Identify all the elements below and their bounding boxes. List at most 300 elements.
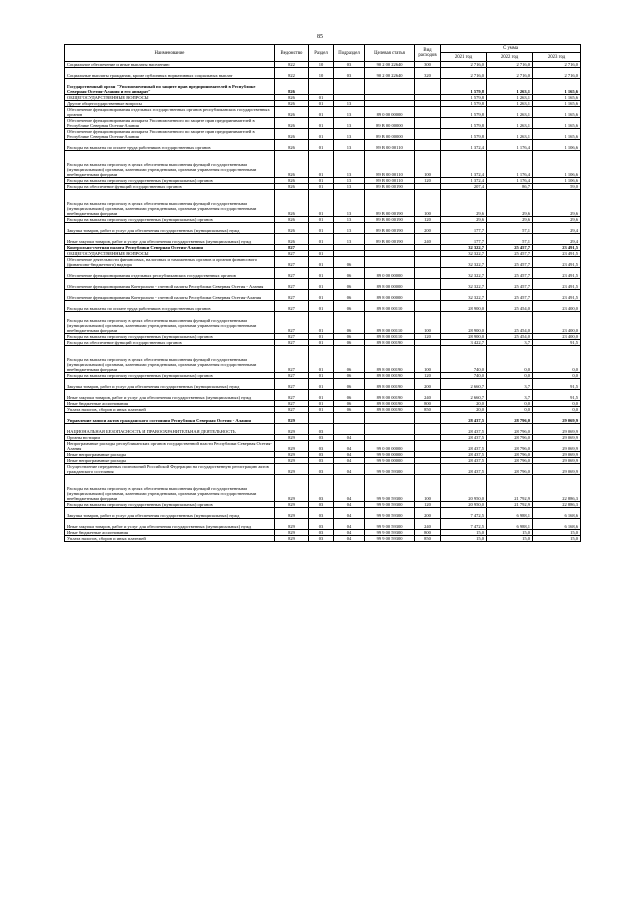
cell-exptype: 300 bbox=[415, 62, 441, 68]
cell-target: 89 8 00 00190 bbox=[365, 390, 415, 401]
cell-2022: 2 716,0 bbox=[487, 62, 533, 68]
cell-target: 89 8 00 00190 bbox=[365, 407, 415, 413]
cell-section: 01 bbox=[309, 151, 334, 178]
cell-target: 89 В 00 00110 bbox=[365, 151, 415, 178]
budget-table bbox=[64, 44, 581, 542]
cell-2021: 1 372,4 bbox=[441, 151, 487, 178]
cell-section bbox=[309, 413, 334, 424]
cell-name: Обеспечение деятельности финансовых, налоговых и таможенных органов и органов финансового (финансово-бюджетного) надзора bbox=[65, 257, 275, 268]
cell-name: ОБЩЕГОСУДАРСТВЕННЫЕ ВОПРОСЫ bbox=[65, 251, 275, 257]
cell-2023: 1 165,6 bbox=[533, 101, 581, 107]
cell-subsection: 13 bbox=[334, 190, 365, 217]
cell-section: 03 bbox=[309, 508, 334, 519]
cell-2021: 15,0 bbox=[441, 530, 487, 536]
cell-2021: 20,0 bbox=[441, 401, 487, 407]
cell-subsection: 06 bbox=[334, 373, 365, 379]
cell-subsection: 13 bbox=[334, 184, 365, 190]
cell-dept: 827 bbox=[275, 279, 309, 290]
cell-subsection: 04 bbox=[334, 441, 365, 452]
cell-section: 01 bbox=[309, 140, 334, 151]
cell-2022: 57,1 bbox=[487, 223, 533, 234]
table-row bbox=[65, 508, 581, 519]
cell-dept: 826 bbox=[275, 190, 309, 217]
cell-dept: 826 bbox=[275, 151, 309, 178]
cell-section bbox=[309, 79, 334, 95]
cell-2022: 1 263,1 bbox=[487, 101, 533, 107]
cell-section: 01 bbox=[309, 217, 334, 223]
cell-name: Иные бюджетные ассигнования bbox=[65, 530, 275, 536]
cell-exptype: 800 bbox=[415, 530, 441, 536]
cell-name: Уплата налогов, сборов и иных платежей bbox=[65, 407, 275, 413]
cell-dept: 827 bbox=[275, 334, 309, 340]
cell-exptype: 850 bbox=[415, 407, 441, 413]
cell-section: 03 bbox=[309, 452, 334, 458]
cell-target: 89 8 00 00000 bbox=[365, 279, 415, 290]
header-subsection: Подраздел bbox=[334, 45, 365, 62]
table-row bbox=[65, 118, 581, 129]
cell-exptype bbox=[415, 413, 441, 424]
cell-name: Расходы на выплаты персоналу в целях обеспечения выполнения функций государственными (муниципальными) органами, казенными учреждениями, органами управления государственными внебюджетными фондами bbox=[65, 190, 275, 217]
cell-target: 89 В 00 00000 bbox=[365, 118, 415, 129]
cell-exptype: 120 bbox=[415, 502, 441, 508]
table-row bbox=[65, 234, 581, 245]
cell-subsection: 06 bbox=[334, 279, 365, 290]
cell-2023: 15,0 bbox=[533, 530, 581, 536]
cell-target: 99 9 00 59300 bbox=[365, 475, 415, 502]
cell-name: Расходы на выплаты персоналу в целях обеспечения выполнения функций государственными (муниципальными) органами, казенными учреждениями, органами управления государственными внебюджетными фондами bbox=[65, 151, 275, 178]
cell-target: 89 В 00 00000 bbox=[365, 129, 415, 140]
header-sum: С умма bbox=[441, 45, 581, 53]
cell-name: Расходы на выплаты персоналу государственных (муниципальных) органов bbox=[65, 217, 275, 223]
cell-2023: 15,0 bbox=[533, 536, 581, 542]
table-row bbox=[65, 68, 581, 79]
cell-subsection: 04 bbox=[334, 536, 365, 542]
cell-exptype: 200 bbox=[415, 379, 441, 390]
cell-2021: 3 422,7 bbox=[441, 340, 487, 346]
cell-exptype: 240 bbox=[415, 390, 441, 401]
cell-2021: 28 437,5 bbox=[441, 464, 487, 475]
cell-name: Иные закупки товаров, работ и услуг для обеспечения государственных (муниципальных) нужд bbox=[65, 519, 275, 530]
cell-dept: 829 bbox=[275, 475, 309, 502]
cell-2022: 25 457,7 bbox=[487, 251, 533, 257]
cell-subsection: 13 bbox=[334, 107, 365, 118]
cell-2021: 28 437,5 bbox=[441, 458, 487, 464]
cell-target: 89 В 00 00190 bbox=[365, 217, 415, 223]
table-row bbox=[65, 301, 581, 312]
cell-2021: 2 660,7 bbox=[441, 379, 487, 390]
cell-subsection: 06 bbox=[334, 407, 365, 413]
cell-2021: 28 437,5 bbox=[441, 424, 487, 435]
cell-target: 89 8 00 00190 bbox=[365, 401, 415, 407]
cell-dept: 827 bbox=[275, 407, 309, 413]
table-row bbox=[65, 312, 581, 334]
cell-2021: 1 579,8 bbox=[441, 101, 487, 107]
cell-target: 89 8 00 00190 bbox=[365, 379, 415, 390]
cell-name: Расходы на выплаты персоналу государственных (муниципальных) органов bbox=[65, 178, 275, 184]
cell-name: Иные закупки товаров, работ и услуг для обеспечения государственных (муниципальных) нужд bbox=[65, 390, 275, 401]
cell-2023: 1 106,6 bbox=[533, 140, 581, 151]
cell-2023: 29 069,9 bbox=[533, 413, 581, 424]
cell-2022: 28 796,0 bbox=[487, 464, 533, 475]
cell-2023: 22 886,3 bbox=[533, 475, 581, 502]
cell-exptype: 100 bbox=[415, 346, 441, 373]
cell-2023: 29,4 bbox=[533, 223, 581, 234]
cell-exptype bbox=[415, 140, 441, 151]
cell-dept: 827 bbox=[275, 290, 309, 301]
cell-target: 89 8 00 00110 bbox=[365, 312, 415, 334]
cell-name: Закупка товаров, работ и услуг для обеспечения государственных (муниципальных) нужд bbox=[65, 223, 275, 234]
cell-subsection: 13 bbox=[334, 178, 365, 184]
cell-2022: 28 796,0 bbox=[487, 413, 533, 424]
cell-target bbox=[365, 413, 415, 424]
cell-section: 01 bbox=[309, 279, 334, 290]
cell-dept: 827 bbox=[275, 346, 309, 373]
cell-section: 03 bbox=[309, 519, 334, 530]
cell-dept: 822 bbox=[275, 68, 309, 79]
cell-2022: 1 263,1 bbox=[487, 79, 533, 95]
table-row bbox=[65, 464, 581, 475]
cell-subsection: 06 bbox=[334, 290, 365, 301]
cell-2023: 22 886,3 bbox=[533, 502, 581, 508]
cell-2022: 28 796,0 bbox=[487, 424, 533, 435]
cell-2022: 28 796,0 bbox=[487, 441, 533, 452]
cell-name: Расходы на выплаты персоналу государственных (муниципальных) органов bbox=[65, 502, 275, 508]
cell-2023: 23 491,5 bbox=[533, 290, 581, 301]
cell-dept: 826 bbox=[275, 118, 309, 129]
cell-dept: 827 bbox=[275, 373, 309, 379]
cell-exptype: 200 bbox=[415, 508, 441, 519]
cell-subsection: 04 bbox=[334, 502, 365, 508]
table-row bbox=[65, 279, 581, 290]
table-row bbox=[65, 379, 581, 390]
cell-2023: 29 069,9 bbox=[533, 435, 581, 441]
cell-exptype bbox=[415, 268, 441, 279]
cell-2022: 57,1 bbox=[487, 234, 533, 245]
cell-dept: 829 bbox=[275, 452, 309, 458]
cell-name: Иные бюджетные ассигнования bbox=[65, 401, 275, 407]
cell-2023: 29,6 bbox=[533, 217, 581, 223]
cell-subsection: 04 bbox=[334, 435, 365, 441]
cell-dept: 829 bbox=[275, 424, 309, 435]
cell-2021: 7 472,5 bbox=[441, 508, 487, 519]
cell-dept: 822 bbox=[275, 62, 309, 68]
cell-name: Контрольно-счетная палата Республики Северная Осетия-Алания bbox=[65, 245, 275, 251]
cell-section: 01 bbox=[309, 390, 334, 401]
cell-name: Иные непрограммные расходы bbox=[65, 452, 275, 458]
cell-subsection bbox=[334, 79, 365, 95]
header-exptype: Вид расходов bbox=[415, 45, 441, 62]
table-row bbox=[65, 129, 581, 140]
cell-2022: 0,0 bbox=[487, 401, 533, 407]
cell-target: 89 В 00 00190 bbox=[365, 184, 415, 190]
cell-2022: 25 457,7 bbox=[487, 290, 533, 301]
cell-section: 03 bbox=[309, 458, 334, 464]
cell-section: 01 bbox=[309, 234, 334, 245]
cell-name: Расходы на выплаты персоналу в целях обеспечения выполнения функций государственными (муниципальными) органами, казенными учреждениями, органами управления государственными внебюджетными фондами bbox=[65, 312, 275, 334]
cell-name: Обеспечение функционирования отдельных государственных органов республиканских государственных органов bbox=[65, 107, 275, 118]
cell-2022: 25 457,7 bbox=[487, 257, 533, 268]
cell-name: Осуществление переданных полномочий Российской Федерации на государственную регистрацию актов гражданского состояния bbox=[65, 464, 275, 475]
cell-section: 03 bbox=[309, 536, 334, 542]
cell-target: 89 0 00 00000 bbox=[365, 107, 415, 118]
cell-2021: 28 900,0 bbox=[441, 334, 487, 340]
cell-section: 01 bbox=[309, 373, 334, 379]
cell-target: 99 9 00 59300 bbox=[365, 530, 415, 536]
cell-2023: 23 491,5 bbox=[533, 251, 581, 257]
header-2022: 2022 год bbox=[487, 53, 533, 62]
cell-exptype bbox=[415, 107, 441, 118]
cell-2022: 25 457,7 bbox=[487, 279, 533, 290]
cell-2022: 25 454,0 bbox=[487, 312, 533, 334]
cell-section: 01 bbox=[309, 312, 334, 334]
cell-section: 03 bbox=[309, 530, 334, 536]
cell-dept: 829 bbox=[275, 508, 309, 519]
cell-dept: 829 bbox=[275, 458, 309, 464]
cell-section: 01 bbox=[309, 290, 334, 301]
cell-dept: 827 bbox=[275, 301, 309, 312]
cell-2021: 207,4 bbox=[441, 184, 487, 190]
cell-2022: 3,7 bbox=[487, 390, 533, 401]
cell-section: 03 bbox=[309, 441, 334, 452]
cell-name: Иные непрограммные расходы bbox=[65, 458, 275, 464]
table-row bbox=[65, 441, 581, 452]
cell-2023: 29,4 bbox=[533, 234, 581, 245]
cell-target: 89 В 00 00110 bbox=[365, 140, 415, 151]
table-row bbox=[65, 79, 581, 95]
cell-subsection: 06 bbox=[334, 346, 365, 373]
cell-exptype: 100 bbox=[415, 190, 441, 217]
cell-target: 99 9 00 59300 bbox=[365, 519, 415, 530]
cell-2021: 20 950,0 bbox=[441, 475, 487, 502]
cell-target: 90 2 00 22640 bbox=[365, 62, 415, 68]
cell-section: 03 bbox=[309, 424, 334, 435]
cell-2023: 1 106,6 bbox=[533, 178, 581, 184]
cell-target: 99 0 00 00000 bbox=[365, 441, 415, 452]
table-row bbox=[65, 536, 581, 542]
cell-2022: 29,6 bbox=[487, 190, 533, 217]
cell-name: Расходы на выплаты по оплате труда работников государственных органов bbox=[65, 140, 275, 151]
cell-subsection: 04 bbox=[334, 530, 365, 536]
cell-name: Расходы на обеспечение функций государственных органов bbox=[65, 340, 275, 346]
cell-name: Обеспечение функционирования Контрольно - счетной палаты Республики Северная Осетия - Алания bbox=[65, 279, 275, 290]
cell-target: 99 9 00 59300 bbox=[365, 502, 415, 508]
cell-2021: 740,0 bbox=[441, 346, 487, 373]
cell-2022: 15,0 bbox=[487, 536, 533, 542]
cell-exptype bbox=[415, 118, 441, 129]
cell-exptype bbox=[415, 290, 441, 301]
cell-dept: 827 bbox=[275, 268, 309, 279]
cell-section: 01 bbox=[309, 340, 334, 346]
cell-2021: 1 372,4 bbox=[441, 140, 487, 151]
cell-subsection: 04 bbox=[334, 458, 365, 464]
cell-2023: 2 716,0 bbox=[533, 62, 581, 68]
cell-2022: 0,0 bbox=[487, 407, 533, 413]
cell-2022: 2 716,0 bbox=[487, 68, 533, 79]
cell-2022: 1 263,1 bbox=[487, 129, 533, 140]
cell-2023: 91,5 bbox=[533, 340, 581, 346]
cell-exptype: 100 bbox=[415, 312, 441, 334]
cell-name: Управление записи актов гражданского состояния Республики Северная Осетия - Алания bbox=[65, 413, 275, 424]
cell-dept: 826 bbox=[275, 223, 309, 234]
cell-name: НАЦИОНАЛЬНАЯ БЕЗОПАСНОСТЬ И ПРАВООХРАНИТЕЛЬНАЯ ДЕЯТЕЛЬНОСТЬ bbox=[65, 424, 275, 435]
cell-exptype: 120 bbox=[415, 217, 441, 223]
cell-target bbox=[365, 257, 415, 268]
cell-2021: 1 579,8 bbox=[441, 95, 487, 101]
cell-name: Обеспечение функционирования Контрольно - счетной палаты Республики Северная Осетия-Алания bbox=[65, 290, 275, 301]
table-row bbox=[65, 151, 581, 178]
header-row bbox=[65, 45, 581, 53]
cell-exptype: 800 bbox=[415, 401, 441, 407]
cell-2021: 28 437,5 bbox=[441, 435, 487, 441]
cell-subsection: 06 bbox=[334, 312, 365, 334]
cell-subsection: 13 bbox=[334, 223, 365, 234]
cell-2023: 23 491,5 bbox=[533, 257, 581, 268]
cell-2022: 29,6 bbox=[487, 217, 533, 223]
cell-exptype: 120 bbox=[415, 334, 441, 340]
cell-dept: 827 bbox=[275, 401, 309, 407]
cell-2023: 29 069,9 bbox=[533, 452, 581, 458]
cell-subsection: 04 bbox=[334, 475, 365, 502]
cell-name: Расходы на выплаты персоналу в целях обеспечения выполнения функций государственными (муниципальными) органами, казенными учреждениями, органами управления государственными внебюджетными фондами bbox=[65, 346, 275, 373]
cell-name: Расходы на выплаты персоналу в целях обеспечения выполнения функций государственными (муниципальными) органами, казенными учреждениями, органами управления государственными внебюджетными фондами bbox=[65, 475, 275, 502]
cell-dept: 826 bbox=[275, 107, 309, 118]
cell-dept: 829 bbox=[275, 413, 309, 424]
cell-name: Расходы на обеспечение функций государственных органов bbox=[65, 184, 275, 190]
cell-dept: 826 bbox=[275, 184, 309, 190]
cell-subsection: 06 bbox=[334, 257, 365, 268]
cell-name: Социальное обеспечение и иные выплаты населению bbox=[65, 62, 275, 68]
cell-dept: 826 bbox=[275, 178, 309, 184]
cell-subsection: 13 bbox=[334, 101, 365, 107]
cell-target: 89 0 00 00000 bbox=[365, 268, 415, 279]
cell-2023: 1 165,6 bbox=[533, 95, 581, 101]
cell-dept: 827 bbox=[275, 257, 309, 268]
cell-exptype bbox=[415, 257, 441, 268]
cell-2021: 32 322,7 bbox=[441, 245, 487, 251]
cell-section: 01 bbox=[309, 301, 334, 312]
cell-2023: 23 400,0 bbox=[533, 301, 581, 312]
cell-name: Иные закупки товаров, работ и услуг для обеспечения государственных (муниципальных) нужд bbox=[65, 234, 275, 245]
table-row bbox=[65, 346, 581, 373]
cell-2022: 6 988,1 bbox=[487, 519, 533, 530]
table-body bbox=[65, 62, 581, 542]
cell-name: Закупка товаров, работ и услуг для обеспечения государственных (муниципальных) нужд bbox=[65, 379, 275, 390]
cell-name: Непрограммные расходы республиканских органов государственной власти Республики Северная Осетия-Алания bbox=[65, 441, 275, 452]
cell-section: 01 bbox=[309, 251, 334, 257]
cell-dept: 827 bbox=[275, 379, 309, 390]
cell-2023: 1 165,6 bbox=[533, 79, 581, 95]
cell-subsection: 04 bbox=[334, 519, 365, 530]
cell-dept: 827 bbox=[275, 312, 309, 334]
cell-dept: 829 bbox=[275, 435, 309, 441]
cell-2021: 28 900,0 bbox=[441, 312, 487, 334]
cell-target: 89 8 00 00190 bbox=[365, 346, 415, 373]
cell-2021: 29,6 bbox=[441, 190, 487, 217]
header-2023: 2023 год bbox=[533, 53, 581, 62]
cell-target: 89 В 00 00110 bbox=[365, 178, 415, 184]
cell-2023: 6 168,6 bbox=[533, 508, 581, 519]
cell-subsection: 04 bbox=[334, 452, 365, 458]
cell-2022: 28 796,0 bbox=[487, 458, 533, 464]
cell-2023: 91,5 bbox=[533, 390, 581, 401]
cell-name: Органы юстиции bbox=[65, 435, 275, 441]
cell-exptype: 100 bbox=[415, 475, 441, 502]
header-dept: Ведомство bbox=[275, 45, 309, 62]
cell-2021: 1 579,8 bbox=[441, 129, 487, 140]
cell-2021: 2 716,0 bbox=[441, 62, 487, 68]
table-row bbox=[65, 519, 581, 530]
cell-subsection: 03 bbox=[334, 62, 365, 68]
cell-2022: 1 176,4 bbox=[487, 140, 533, 151]
cell-2021: 28 437,5 bbox=[441, 441, 487, 452]
page-number: 85 bbox=[317, 34, 323, 40]
cell-2021: 15,0 bbox=[441, 536, 487, 542]
cell-subsection: 04 bbox=[334, 464, 365, 475]
cell-section: 01 bbox=[309, 407, 334, 413]
cell-dept: 827 bbox=[275, 245, 309, 251]
cell-2023: 2 716,0 bbox=[533, 68, 581, 79]
cell-2022: 1 263,1 bbox=[487, 118, 533, 129]
cell-dept: 826 bbox=[275, 129, 309, 140]
cell-target: 90 2 00 22640 bbox=[365, 68, 415, 79]
table-row bbox=[65, 424, 581, 435]
cell-section: 01 bbox=[309, 346, 334, 373]
header-section: Раздел bbox=[309, 45, 334, 62]
cell-name: Обеспечение функционирования аппарата Уполномоченного по защите прав предпринимателей в Республике Северная Осетия-Алания bbox=[65, 118, 275, 129]
cell-2022: 0,0 bbox=[487, 373, 533, 379]
cell-subsection: 13 bbox=[334, 140, 365, 151]
cell-2023: 23 400,0 bbox=[533, 312, 581, 334]
cell-2023: 0,0 bbox=[533, 346, 581, 373]
cell-2022: 1 263,1 bbox=[487, 107, 533, 118]
cell-dept: 826 bbox=[275, 79, 309, 95]
cell-section: 01 bbox=[309, 101, 334, 107]
cell-target bbox=[365, 424, 415, 435]
cell-dept: 829 bbox=[275, 464, 309, 475]
cell-subsection: 06 bbox=[334, 379, 365, 390]
cell-2021: 28 437,5 bbox=[441, 413, 487, 424]
cell-2022: 21 792,9 bbox=[487, 502, 533, 508]
table-row bbox=[65, 190, 581, 217]
cell-2021: 1 579,8 bbox=[441, 79, 487, 95]
cell-2022: 1 176,4 bbox=[487, 178, 533, 184]
cell-2021: 20,0 bbox=[441, 407, 487, 413]
cell-section: 01 bbox=[309, 401, 334, 407]
cell-section: 01 bbox=[309, 190, 334, 217]
cell-2022: 28 796,0 bbox=[487, 452, 533, 458]
cell-section: 03 bbox=[309, 464, 334, 475]
cell-section: 01 bbox=[309, 223, 334, 234]
cell-name: Уплата налогов, сборов и иных платежей bbox=[65, 536, 275, 542]
cell-section: 01 bbox=[309, 178, 334, 184]
cell-exptype: 320 bbox=[415, 68, 441, 79]
cell-subsection: 13 bbox=[334, 217, 365, 223]
cell-2021: 32 322,7 bbox=[441, 279, 487, 290]
cell-2022: 15,0 bbox=[487, 530, 533, 536]
cell-dept: 829 bbox=[275, 502, 309, 508]
cell-name: Обеспечение функционирования отдельных республиканских государственных органов bbox=[65, 268, 275, 279]
cell-target: 89 8 00 00000 bbox=[365, 290, 415, 301]
cell-subsection: 06 bbox=[334, 340, 365, 346]
cell-target: 99 9 00 00000 bbox=[365, 452, 415, 458]
cell-section: 01 bbox=[309, 184, 334, 190]
table-row bbox=[65, 268, 581, 279]
cell-dept: 829 bbox=[275, 536, 309, 542]
cell-dept: 827 bbox=[275, 251, 309, 257]
cell-2021: 32 322,7 bbox=[441, 290, 487, 301]
cell-name: Закупка товаров, работ и услуг для обеспечения государственных (муниципальных) нужд bbox=[65, 508, 275, 519]
cell-dept: 829 bbox=[275, 530, 309, 536]
